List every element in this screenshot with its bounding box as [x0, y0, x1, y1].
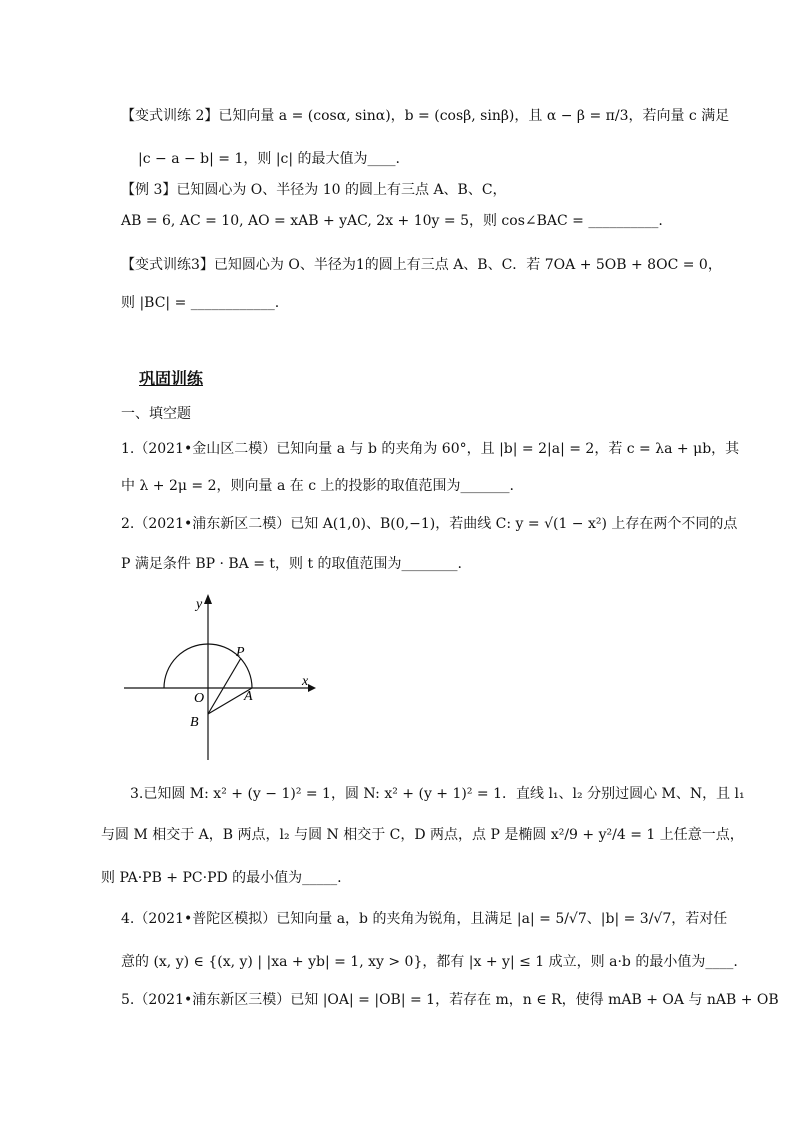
label-o: O	[194, 691, 205, 706]
label-x: x	[302, 674, 309, 689]
label-y: y	[196, 597, 203, 612]
line-5: 【变式训练3】已知圆心为 O、半径为1的圆上有三点 A、B、C．若 7OA + 5OB + 8OC = 0，	[121, 257, 722, 273]
line-13: 3.已知圆 M: x² + (y − 1)² = 1，圆 N: x² + (y + 1)² = 1．直线 l₁、l₂ 分别过圆心 M、N，且 l₁	[130, 786, 745, 802]
x-axis-arrow	[308, 684, 316, 692]
line-1: 【变式训练 2】已知向量 a = (cosα, sinα)，b = (cosβ, sinβ)，且 α − β = π/3，若向量 c 满足	[121, 108, 730, 124]
line-6: 则 |BC| = ____________.	[121, 295, 280, 311]
line-9: 1.（2021•金山区二模）已知向量 a 与 b 的夹角为 60°，且 |b| = 2|a| = 2，若 c = λa + μb，其	[121, 441, 740, 457]
line-11: 2.（2021•浦东新区二模）已知 A(1,0)、B(0,−1)，若曲线 C: y = √(1 − x²) 上存在两个不同的点	[121, 516, 738, 532]
line-18: 5.（2021•浦东新区三模）已知 |OA| = |OB| = 1，若存在 m，n ∈ R，使得 mAB + OA 与 nAB + OB	[121, 992, 779, 1008]
label-a: A	[244, 689, 253, 704]
geometry-figure	[118, 590, 318, 765]
line-14: 与圆 M 相交于 A，B 两点，l₂ 与圆 N 相交于 C，D 两点，点 P 是椭圆 x²/9 + y²/4 = 1 上任意一点，	[101, 827, 744, 843]
subsection-title: 一、填空题	[121, 406, 191, 422]
line-16: 4.（2021•普陀区模拟）已知向量 a，b 的夹角为锐角，且满足 |a| = 5/√7、|b| = 3/√7，若对任	[121, 911, 728, 927]
segment-bp	[208, 658, 241, 714]
line-3: 【例 3】已知圆心为 O、半径为 10 的圆上有三点 A、B、C，	[121, 182, 507, 198]
label-b: B	[190, 715, 199, 730]
line-2: |c − a − b| = 1，则 |c| 的最大值为____.	[138, 151, 401, 167]
line-12: P 满足条件 BP · BA = t，则 t 的取值范围为________.	[121, 556, 463, 572]
y-axis-arrow	[204, 594, 212, 604]
line-10: 中 λ + 2μ = 2，则向量 a 在 c 上的投影的取值范围为_______.	[121, 478, 514, 494]
label-p: P	[236, 645, 245, 660]
line-4: AB = 6, AC = 10, AO = xAB + yAC, 2x + 10y = 5，则 cos∠BAC = __________.	[121, 213, 663, 229]
line-17: 意的 (x, y) ∈ {(x, y) | |xa + yb| = 1, xy > 0}，都有 |x + y| ≤ 1 成立，则 a·b 的最小值为____.	[121, 954, 738, 970]
section-title: 巩固训练	[139, 369, 204, 388]
line-15: 则 PA·PB + PC·PD 的最小值为_____.	[101, 870, 342, 886]
